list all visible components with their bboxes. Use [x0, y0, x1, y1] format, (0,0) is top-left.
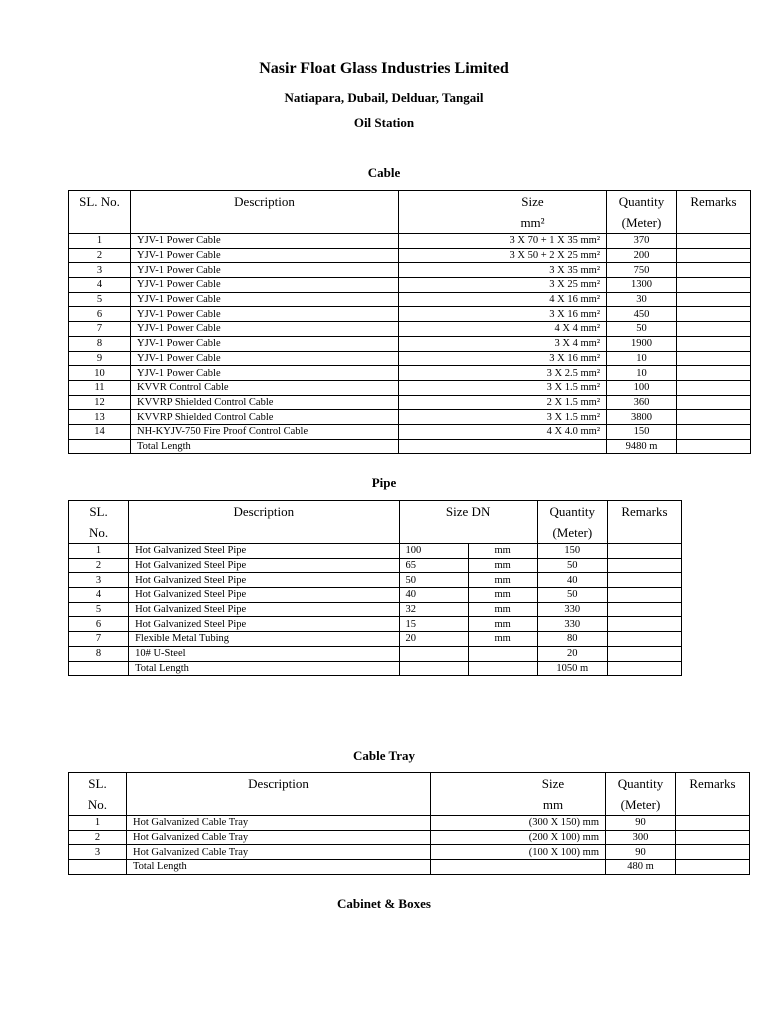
pipe-col-size: Size DN — [399, 501, 537, 544]
pipe-col-remarks: Remarks — [607, 501, 681, 544]
cable-row-description: NH-KYJV-750 Fire Proof Control Cable — [131, 424, 399, 439]
tray-col-size-label: Size — [541, 776, 565, 791]
table-row — [69, 816, 750, 831]
cable-row-sl: 7 — [69, 322, 131, 337]
pipe-col-sl — [69, 501, 129, 544]
pipe-row-remarks — [607, 558, 681, 573]
cable-row-quantity: 360 — [607, 395, 677, 410]
cable-col-description: Description — [131, 191, 399, 234]
pipe-total-value: 1050 m — [537, 661, 607, 676]
pipe-table-body — [69, 544, 682, 662]
cable-row-sl: 6 — [69, 307, 131, 322]
cable-total-value: 9480 m — [607, 439, 677, 454]
pipe-row-description: Hot Galvanized Steel Pipe — [129, 544, 399, 559]
cable-row-quantity: 50 — [607, 322, 677, 337]
cable-row-remarks — [677, 424, 751, 439]
cable-row-remarks — [677, 278, 751, 293]
table-row — [69, 278, 751, 293]
pipe-row-quantity: 40 — [537, 573, 607, 588]
cable-header-row — [69, 191, 751, 234]
table-row — [69, 632, 682, 647]
pipe-row-remarks — [607, 602, 681, 617]
cable-row-sl: 12 — [69, 395, 131, 410]
table-row — [69, 424, 751, 439]
cable-row-description: YJV-1 Power Cable — [131, 234, 399, 249]
cable-row-size: 3 X 70 + 1 X 35 mm² — [399, 234, 607, 249]
cable-row-sl: 1 — [69, 234, 131, 249]
table-row — [69, 558, 682, 573]
cable-table-body — [69, 234, 751, 440]
pipe-row-sl: 5 — [69, 602, 129, 617]
pipe-row-quantity: 330 — [537, 617, 607, 632]
cable-col-size-label: Size — [521, 194, 544, 209]
cable-row-quantity: 370 — [607, 234, 677, 249]
tray-row-remarks — [676, 845, 750, 860]
table-row — [69, 292, 751, 307]
cable-row-remarks — [677, 366, 751, 381]
pipe-row-quantity: 20 — [537, 646, 607, 661]
pipe-col-sl-label: SL. — [89, 504, 108, 519]
tray-row-quantity: 90 — [606, 845, 676, 860]
cable-col-size — [399, 191, 607, 234]
table-row — [69, 410, 751, 425]
tray-total-remarks — [676, 860, 750, 875]
cable-row-size: 3 X 1.5 mm² — [399, 410, 607, 425]
table-row — [69, 830, 750, 845]
cable-total-row — [69, 439, 751, 454]
tray-col-quantity-label: Quantity — [617, 776, 664, 791]
pipe-row-remarks — [607, 617, 681, 632]
pipe-row-sl: 7 — [69, 632, 129, 647]
tray-row-quantity: 300 — [606, 830, 676, 845]
cable-row-description: YJV-1 Power Cable — [131, 263, 399, 278]
pipe-row-sl: 1 — [69, 544, 129, 559]
cable-table — [68, 190, 751, 454]
cable-row-remarks — [677, 263, 751, 278]
cable-row-quantity: 150 — [607, 424, 677, 439]
cable-row-remarks — [677, 410, 751, 425]
cable-row-description: KVVRP Shielded Control Cable — [131, 395, 399, 410]
pipe-total-dn — [399, 661, 468, 676]
cable-row-remarks — [677, 395, 751, 410]
cable-row-remarks — [677, 380, 751, 395]
tray-row-size: (100 X 100) mm — [431, 845, 606, 860]
tray-table — [68, 772, 750, 875]
tray-col-description: Description — [127, 773, 431, 816]
cable-row-quantity: 10 — [607, 351, 677, 366]
pipe-row-quantity: 80 — [537, 632, 607, 647]
pipe-row-unit: mm — [468, 544, 537, 559]
cable-row-quantity: 10 — [607, 366, 677, 381]
pipe-row-description: Hot Galvanized Steel Pipe — [129, 573, 399, 588]
cable-col-remarks: Remarks — [677, 191, 751, 234]
document-station: Oil Station — [353, 115, 415, 130]
pipe-row-unit: mm — [468, 588, 537, 603]
pipe-row-unit: mm — [468, 602, 537, 617]
pipe-row-remarks — [607, 632, 681, 647]
cable-row-sl: 3 — [69, 263, 131, 278]
tray-col-size — [431, 773, 606, 816]
table-row — [69, 617, 682, 632]
cable-row-size: 2 X 1.5 mm² — [399, 395, 607, 410]
table-row — [69, 845, 750, 860]
table-row — [69, 322, 751, 337]
cable-row-sl: 14 — [69, 424, 131, 439]
tray-col-remarks: Remarks — [676, 773, 750, 816]
tray-header-row — [69, 773, 750, 816]
cable-row-size: 3 X 2.5 mm² — [399, 366, 607, 381]
tray-row-description: Hot Galvanized Cable Tray — [127, 830, 431, 845]
pipe-table — [68, 500, 682, 676]
cable-col-sl: SL. No. — [69, 191, 131, 234]
cable-row-quantity: 100 — [607, 380, 677, 395]
tray-row-sl: 2 — [69, 830, 127, 845]
cable-row-description: KVVRP Shielded Control Cable — [131, 410, 399, 425]
pipe-total-row — [69, 661, 682, 676]
pipe-row-sl: 3 — [69, 573, 129, 588]
pipe-heading: Pipe — [371, 475, 397, 490]
cable-row-remarks — [677, 351, 751, 366]
pipe-row-unit: mm — [468, 617, 537, 632]
cable-row-sl: 8 — [69, 336, 131, 351]
pipe-row-quantity: 150 — [537, 544, 607, 559]
tray-total-label: Total Length — [127, 860, 431, 875]
cable-row-sl: 9 — [69, 351, 131, 366]
pipe-row-dn: 65 — [399, 558, 468, 573]
cable-row-sl: 5 — [69, 292, 131, 307]
table-row — [69, 307, 751, 322]
pipe-row-remarks — [607, 646, 681, 661]
tray-col-sl — [69, 773, 127, 816]
cable-row-quantity: 450 — [607, 307, 677, 322]
tray-col-quantity-unit: (Meter) — [620, 797, 661, 812]
tray-row-remarks — [676, 816, 750, 831]
cable-col-quantity-label: Quantity — [618, 194, 665, 209]
table-row — [69, 248, 751, 263]
cable-row-size: 3 X 16 mm² — [399, 351, 607, 366]
tray-col-sl-label: SL. — [88, 776, 107, 791]
tray-heading: Cable Tray — [353, 748, 415, 763]
cable-row-remarks — [677, 292, 751, 307]
cable-row-sl: 2 — [69, 248, 131, 263]
pipe-row-unit: mm — [468, 573, 537, 588]
cable-col-size-unit: mm² — [520, 215, 545, 230]
table-row — [69, 380, 751, 395]
pipe-row-unit — [468, 646, 537, 661]
pipe-row-sl: 2 — [69, 558, 129, 573]
pipe-total-sl — [69, 661, 129, 676]
table-row — [69, 351, 751, 366]
pipe-row-dn — [399, 646, 468, 661]
pipe-col-description: Description — [129, 501, 399, 544]
tray-table-body — [69, 816, 750, 860]
pipe-row-dn: 15 — [399, 617, 468, 632]
cable-row-sl: 4 — [69, 278, 131, 293]
cable-row-size: 3 X 50 + 2 X 25 mm² — [399, 248, 607, 263]
pipe-row-quantity: 330 — [537, 602, 607, 617]
pipe-row-remarks — [607, 573, 681, 588]
pipe-row-description: Hot Galvanized Steel Pipe — [129, 617, 399, 632]
cable-row-sl: 10 — [69, 366, 131, 381]
cable-total-remarks — [677, 439, 751, 454]
cable-heading: Cable — [367, 165, 401, 180]
cable-row-quantity: 750 — [607, 263, 677, 278]
cable-row-quantity: 1300 — [607, 278, 677, 293]
cabinet-heading: Cabinet & Boxes — [337, 896, 431, 911]
pipe-row-description: Hot Galvanized Steel Pipe — [129, 602, 399, 617]
table-row — [69, 395, 751, 410]
table-row — [69, 263, 751, 278]
pipe-row-remarks — [607, 544, 681, 559]
pipe-row-dn: 100 — [399, 544, 468, 559]
pipe-header-row — [69, 501, 682, 544]
cable-row-sl: 11 — [69, 380, 131, 395]
tray-total-sl — [69, 860, 127, 875]
cable-row-remarks — [677, 248, 751, 263]
pipe-row-description: Hot Galvanized Steel Pipe — [129, 558, 399, 573]
document-address: Natiapara, Dubail, Delduar, Tangail — [284, 90, 484, 105]
tray-total-value: 480 m — [606, 860, 676, 875]
cable-total-label: Total Length — [131, 439, 399, 454]
pipe-row-remarks — [607, 588, 681, 603]
cable-row-description: YJV-1 Power Cable — [131, 292, 399, 307]
cable-row-description: KVVR Control Cable — [131, 380, 399, 395]
cable-row-description: YJV-1 Power Cable — [131, 322, 399, 337]
cable-row-sl: 13 — [69, 410, 131, 425]
cable-row-size: 4 X 4 mm² — [399, 322, 607, 337]
cable-row-remarks — [677, 322, 751, 337]
pipe-total-unit — [468, 661, 537, 676]
pipe-row-quantity: 50 — [537, 558, 607, 573]
cable-row-quantity: 200 — [607, 248, 677, 263]
pipe-row-dn: 32 — [399, 602, 468, 617]
tray-row-description: Hot Galvanized Cable Tray — [127, 845, 431, 860]
tray-col-size-unit: mm — [542, 797, 564, 812]
cable-row-size: 4 X 16 mm² — [399, 292, 607, 307]
pipe-col-quantity-label: Quantity — [549, 504, 596, 519]
cable-row-description: YJV-1 Power Cable — [131, 336, 399, 351]
cable-col-quantity-unit: (Meter) — [621, 215, 662, 230]
cable-row-size: 3 X 4 mm² — [399, 336, 607, 351]
cable-row-description: YJV-1 Power Cable — [131, 248, 399, 263]
cable-row-description: YJV-1 Power Cable — [131, 351, 399, 366]
pipe-col-quantity-unit: (Meter) — [552, 525, 593, 540]
cable-row-remarks — [677, 234, 751, 249]
tray-total-row — [69, 860, 750, 875]
pipe-row-dn: 40 — [399, 588, 468, 603]
pipe-row-sl: 6 — [69, 617, 129, 632]
table-row — [69, 602, 682, 617]
pipe-col-sl-no: No. — [88, 525, 109, 540]
cable-row-size: 3 X 35 mm² — [399, 263, 607, 278]
tray-total-size — [431, 860, 606, 875]
cable-row-quantity: 1900 — [607, 336, 677, 351]
table-row — [69, 366, 751, 381]
pipe-row-unit: mm — [468, 558, 537, 573]
pipe-row-description: Flexible Metal Tubing — [129, 632, 399, 647]
cable-row-size: 4 X 4.0 mm² — [399, 424, 607, 439]
table-row — [69, 646, 682, 661]
cable-row-remarks — [677, 307, 751, 322]
table-row — [69, 588, 682, 603]
tray-row-description: Hot Galvanized Cable Tray — [127, 816, 431, 831]
pipe-total-label: Total Length — [129, 661, 399, 676]
pipe-row-quantity: 50 — [537, 588, 607, 603]
cable-row-size: 3 X 1.5 mm² — [399, 380, 607, 395]
tray-row-size: (200 X 100) mm — [431, 830, 606, 845]
cable-row-description: YJV-1 Power Cable — [131, 278, 399, 293]
cable-row-remarks — [677, 336, 751, 351]
table-row — [69, 336, 751, 351]
cable-col-quantity — [607, 191, 677, 234]
table-row — [69, 234, 751, 249]
tray-row-sl: 3 — [69, 845, 127, 860]
cable-row-size: 3 X 25 mm² — [399, 278, 607, 293]
pipe-row-dn: 20 — [399, 632, 468, 647]
pipe-col-quantity — [537, 501, 607, 544]
tray-row-sl: 1 — [69, 816, 127, 831]
tray-row-size: (300 X 150) mm — [431, 816, 606, 831]
document-title: Nasir Float Glass Industries Limited — [259, 60, 509, 77]
tray-row-quantity: 90 — [606, 816, 676, 831]
tray-col-sl-no: No. — [87, 797, 108, 812]
pipe-row-sl: 8 — [69, 646, 129, 661]
pipe-row-description: Hot Galvanized Steel Pipe — [129, 588, 399, 603]
cable-row-description: YJV-1 Power Cable — [131, 366, 399, 381]
tray-row-remarks — [676, 830, 750, 845]
pipe-row-unit: mm — [468, 632, 537, 647]
pipe-total-remarks — [607, 661, 681, 676]
table-row — [69, 573, 682, 588]
pipe-row-sl: 4 — [69, 588, 129, 603]
pipe-row-description: 10# U-Steel — [129, 646, 399, 661]
tray-col-quantity — [606, 773, 676, 816]
cable-row-quantity: 30 — [607, 292, 677, 307]
cable-total-size — [399, 439, 607, 454]
cable-row-quantity: 3800 — [607, 410, 677, 425]
pipe-row-dn: 50 — [399, 573, 468, 588]
table-row — [69, 544, 682, 559]
cable-row-size: 3 X 16 mm² — [399, 307, 607, 322]
cable-total-sl — [69, 439, 131, 454]
cable-row-description: YJV-1 Power Cable — [131, 307, 399, 322]
